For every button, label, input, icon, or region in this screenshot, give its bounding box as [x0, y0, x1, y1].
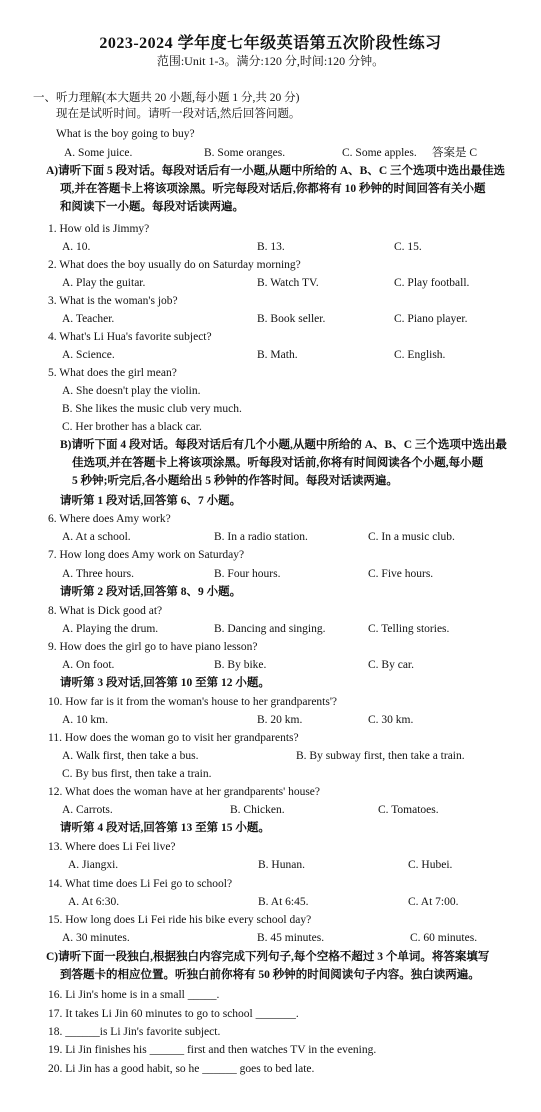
question-15: 15. How long does Li Fei ride his bike every school day?: [48, 914, 312, 926]
question-8: 8. What is Dick good at?: [48, 605, 163, 617]
option-b[interactable]: B. Hunan.: [258, 859, 305, 871]
option-c[interactable]: C. In a music club.: [368, 531, 455, 543]
option-c[interactable]: C. Play football.: [394, 277, 470, 289]
option-c[interactable]: C. Tomatoes.: [378, 804, 439, 816]
dialogue-1-note: 请听第 1 段对话,回答第 6、7 小题。: [60, 495, 242, 507]
option-c[interactable]: C. Piano player.: [394, 313, 468, 325]
option-c[interactable]: C. 30 km.: [368, 714, 414, 726]
option-b[interactable]: B. At 6:45.: [258, 896, 309, 908]
question-10: 10. How far is it from the woman's house to her grandparents'?: [48, 696, 338, 708]
option-b[interactable]: B. Four hours.: [214, 568, 281, 580]
option-a[interactable]: A. At a school.: [62, 531, 131, 543]
question-6: 6. Where does Amy work?: [48, 513, 171, 525]
question-14: 14. What time does Li Fei go to school?: [48, 878, 233, 890]
option-a[interactable]: A. Science.: [62, 349, 115, 361]
page-subtitle: 范围:Unit 1-3。满分:120 分,时间:120 分钟。: [156, 54, 385, 68]
question-2: 2. What does the boy usually do on Saturday morning?: [48, 259, 301, 271]
question-16: 16. Li Jin's home is in a small _____.: [48, 989, 220, 1001]
option-c: C. Some apples.: [342, 147, 417, 159]
trial-question: What is the boy going to buy?: [56, 128, 195, 140]
part-a-instruction: A)请听下面 5 段对话。每段对话后有一小题,从题中所给的 A、B、C 三个选项中选出最佳选: [46, 165, 506, 177]
option-b[interactable]: B. She likes the music club very much.: [62, 403, 242, 415]
option-b[interactable]: B. 45 minutes.: [257, 932, 325, 944]
question-11: 11. How does the woman go to visit her grandparents?: [48, 732, 299, 744]
option-a[interactable]: A. Playing the drum.: [62, 623, 159, 635]
option-c[interactable]: C. Her brother has a black car.: [62, 421, 202, 433]
option-b: B. Some oranges.: [204, 147, 286, 159]
option-a[interactable]: A. Walk first, then take a bus.: [62, 750, 199, 762]
part-a-instruction: 和阅读下一小题。每段对话读两遍。: [60, 201, 244, 213]
option-a[interactable]: A. Play the guitar.: [62, 277, 146, 289]
option-a[interactable]: A. Jiangxi.: [68, 859, 119, 871]
option-b[interactable]: B. 13.: [257, 241, 285, 253]
part-c-instruction: C)请听下面一段独白,根据独白内容完成下列句子,每个空格不超过 3 个单词。将答案填写: [46, 951, 490, 963]
part-b-instruction: 5 秒钟;听完后,各小题给出 5 秒钟的作答时间。每段对话读两遍。: [72, 475, 398, 487]
question-18: 18. ______is Li Jin's favorite subject.: [48, 1026, 221, 1038]
question-20: 20. Li Jin has a good habit, so he ______ goes to bed late.: [48, 1063, 315, 1075]
option-b[interactable]: B. Watch TV.: [257, 277, 319, 289]
option-c[interactable]: C. 15.: [394, 241, 422, 253]
option-b[interactable]: B. In a radio station.: [214, 531, 308, 543]
question-12: 12. What does the woman have at her grandparents' house?: [48, 786, 321, 798]
option-c[interactable]: C. 60 minutes.: [410, 932, 478, 944]
part-b-instruction: 佳选项,并在答题卡上将该项涂黑。听每段对话前,你将有时间阅读各个小题,每小题: [72, 457, 484, 469]
question-17: 17. It takes Li Jin 60 minutes to go to school _______.: [48, 1008, 299, 1020]
question-3: 3. What is the woman's job?: [48, 295, 178, 307]
option-c[interactable]: C. By bus first, then take a train.: [62, 768, 212, 780]
option-a[interactable]: A. Carrots.: [62, 804, 113, 816]
dialogue-3-note: 请听第 3 段对话,回答第 10 至第 12 小题。: [60, 677, 270, 689]
question-19: 19. Li Jin finishes his ______ first and then watches TV in the evening.: [48, 1044, 377, 1056]
dialogue-2-note: 请听第 2 段对话,回答第 8、9 小题。: [60, 586, 242, 598]
option-b[interactable]: B. Book seller.: [257, 313, 326, 325]
option-c[interactable]: C. English.: [394, 349, 446, 361]
option-a[interactable]: A. 30 minutes.: [62, 932, 130, 944]
part-c-instruction: 到答题卡的相应位置。听独白前你将有 50 秒钟的时间阅读句子内容。独白读两遍。: [60, 969, 480, 981]
option-a: A. Some juice.: [64, 147, 133, 159]
dialogue-4-note: 请听第 4 段对话,回答第 13 至第 15 小题。: [60, 822, 270, 834]
option-c[interactable]: C. By car.: [368, 659, 414, 671]
question-1: 1. How old is Jimmy?: [48, 223, 150, 235]
option-a[interactable]: A. On foot.: [62, 659, 115, 671]
option-a[interactable]: A. Teacher.: [62, 313, 115, 325]
option-b[interactable]: B. Chicken.: [230, 804, 285, 816]
option-c[interactable]: C. At 7:00.: [408, 896, 459, 908]
question-5: 5. What does the girl mean?: [48, 367, 177, 379]
question-9: 9. How does the girl go to have piano lesson?: [48, 641, 258, 653]
trial-answer: 答案是 C: [432, 147, 478, 159]
option-c[interactable]: C. Five hours.: [368, 568, 434, 580]
trial-instruction: 现在是试听时间。请听一段对话,然后回答问题。: [56, 108, 301, 120]
question-4: 4. What's Li Hua's favorite subject?: [48, 331, 212, 343]
question-7: 7. How long does Amy work on Saturday?: [48, 549, 245, 561]
option-a[interactable]: A. At 6:30.: [68, 896, 120, 908]
part-a-instruction: 项,并在答题卡上将该项涂黑。听完每段对话后,你都将有 10 秒钟的时间回答有关小题: [60, 183, 486, 195]
option-b[interactable]: B. Dancing and singing.: [214, 623, 326, 635]
option-b[interactable]: B. By bike.: [214, 659, 267, 671]
part-b-instruction: B)请听下面 4 段对话。每段对话后有几个小题,从题中所给的 A、B、C 三个选项中选出最: [60, 439, 507, 451]
option-c[interactable]: C. Hubei.: [408, 859, 453, 871]
option-a[interactable]: A. 10.: [62, 241, 91, 253]
section-heading: 一、听力理解(本大题共 20 小题,每小题 1 分,共 20 分): [33, 92, 300, 104]
option-c[interactable]: C. Telling stories.: [368, 623, 450, 635]
option-a[interactable]: A. She doesn't play the violin.: [62, 385, 201, 397]
question-13: 13. Where does Li Fei live?: [48, 841, 176, 853]
option-b[interactable]: B. Math.: [257, 349, 298, 361]
option-b[interactable]: B. By subway first, then take a train.: [296, 750, 465, 762]
option-a[interactable]: A. 10 km.: [62, 714, 108, 726]
page-title: 2023-2024 学年度七年级英语第五次阶段性练习: [99, 35, 442, 52]
option-b[interactable]: B. 20 km.: [257, 714, 303, 726]
option-a[interactable]: A. Three hours.: [62, 568, 134, 580]
